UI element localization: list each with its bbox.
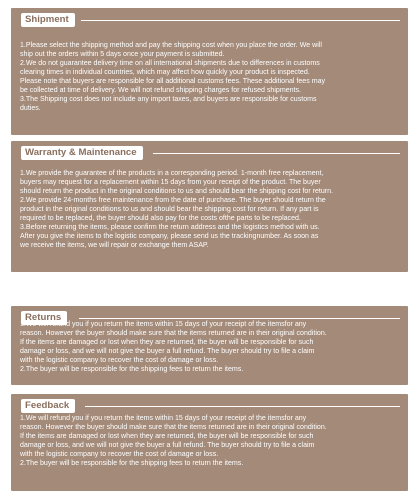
text-line: If the items are damaged or lost when they are returned, the buyer will be responsible for such xyxy=(20,433,314,441)
text-line: 2.The buyer will be responsible for the shipping fees to return the items. xyxy=(20,366,244,374)
feedback-panel xyxy=(11,394,408,491)
text-line: product in the original conditions to us and should bear the shipping cost for return. If any part is xyxy=(20,206,319,214)
text-line: with the logistic company to recover the cost of damage or loss. xyxy=(20,451,219,459)
shipment-title: Shipment xyxy=(21,13,75,27)
text-line: 3.Before returning the items, please confirm the return address and the logistics method with us. xyxy=(20,224,320,232)
text-line: reason. However the buyer should make sure that the items returned are in their original condition. xyxy=(20,424,327,432)
text-line: reason. However the buyer should make sure that the items returned are in their original condition. xyxy=(20,330,327,338)
feedback-text xyxy=(20,414,400,468)
text-line: duties. xyxy=(20,105,41,113)
text-line: 2.We provide 24-months free maintenance from the date of purchase. The buyer should return the xyxy=(20,197,326,205)
text-line: buyers may request for a replacement within 15 days from your receipt of the product. The buyer xyxy=(20,179,321,187)
text-line: damage or loss, and we will not give the buyer a full refund. The buyer should try to file a claim xyxy=(20,442,315,450)
text-line: 2.We do not guarantee delivery time on all international shipments due to differences in customs xyxy=(20,60,320,68)
text-line: with the logistic company to recover the cost of damage or loss. xyxy=(20,357,219,365)
shipment-divider xyxy=(81,20,400,21)
returns-text xyxy=(20,320,400,374)
text-line: After you give the items to the logistic company, please send us the trackingnumber. As soon as xyxy=(20,233,319,241)
returns-divider xyxy=(79,318,400,319)
text-line: 1.We provide the guarantee of the products in a corresponding period. 1-month free replacement, xyxy=(20,170,324,177)
text-line: 2.The buyer will be responsible for the shipping fees to return the items. xyxy=(20,460,244,468)
text-line: 1.Please select the shipping method and pay the shipping cost when you place the order. We will xyxy=(20,42,322,49)
text-line: If the items are damaged or lost when they are returned, the buyer will be responsible for such xyxy=(20,339,314,347)
returns-title: Returns xyxy=(21,311,67,325)
shipment-panel xyxy=(11,8,408,135)
text-line: be collected at time of delivery. We will not refund shipping charges for refused shipments. xyxy=(20,87,301,95)
shipment-text xyxy=(20,41,400,113)
returns-panel xyxy=(11,306,408,385)
warranty-title: Warranty & Maintenance xyxy=(21,146,143,160)
text-line: ship out the orders within 5 days once your payment is submitted. xyxy=(20,51,225,59)
text-line: 3.The Shipping cost does not include any import taxes, and buyers are responsible for customs xyxy=(20,96,317,104)
feedback-title: Feedback xyxy=(21,399,75,413)
text-line: clearing times in individual countries, which may affect how quickly your product is inspected. xyxy=(20,69,310,77)
text-line: should return the product in the original conditions to us and should bear the shipping cost for return. xyxy=(20,188,333,196)
text-line: damage or loss, and we will not give the buyer a full refund. The buyer should try to file a claim xyxy=(20,348,315,356)
text-line: required to be replaced, the buyer should also pay for the costs ofthe parts to be replaced. xyxy=(20,215,301,223)
text-line: 1.We will refund you if you return the items within 15 days of your receipt of the itemsfor any xyxy=(20,321,307,328)
warranty-panel xyxy=(11,141,408,272)
text-line: 1.We will refund you if you return the items within 15 days of your receipt of the itemsfor any xyxy=(20,415,307,422)
text-line: Please note that buyers are responsible for all additional customs fees. These additional fees may xyxy=(20,78,326,86)
feedback-divider xyxy=(85,406,400,407)
warranty-text xyxy=(20,169,400,250)
warranty-divider xyxy=(153,153,400,154)
text-line: we receive the items, we will repair or exchange them ASAP. xyxy=(20,242,209,250)
